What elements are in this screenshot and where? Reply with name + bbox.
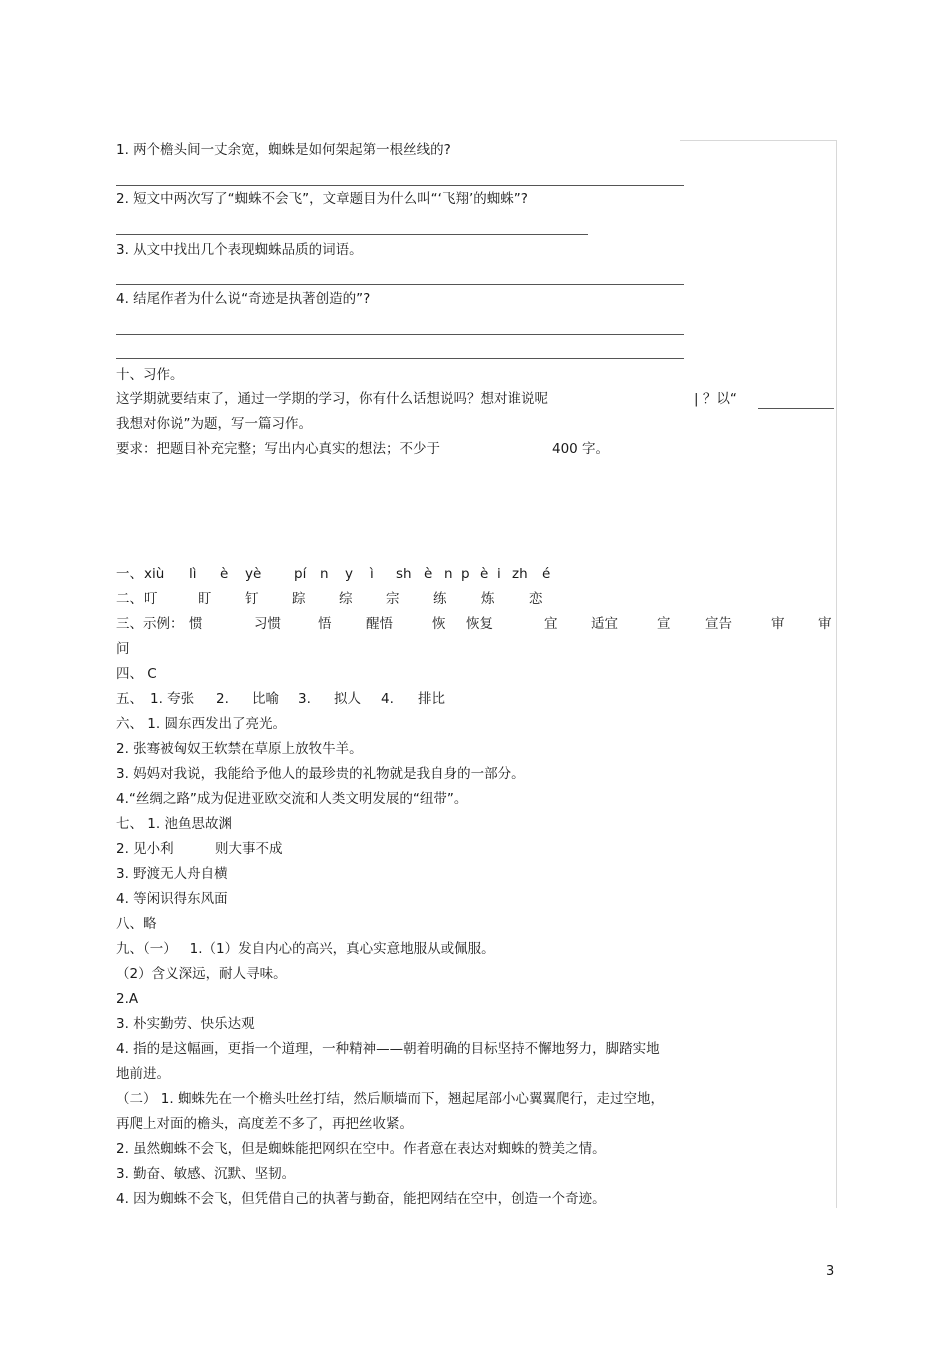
answer-1-label: 一、 [116, 566, 143, 582]
composition-requirement-a: 要求：把题目补充完整；写出内心真实的想法；不少于 [116, 441, 440, 457]
pinyin-15: zh [512, 566, 528, 582]
answer-4: 四、 C [116, 666, 157, 682]
answer-2-word: 宗 [386, 591, 400, 607]
answer-9b-3: 3. 勤奋、敏感、沉默、坚韧。 [116, 1166, 296, 1182]
question-2: 2. 短文中两次写了“蜘蛛不会飞”，文章题目为什么叫“‘飞翔’的蜘蛛”? [116, 191, 528, 207]
pinyin-5: pí [294, 566, 307, 582]
pinyin-13: è [480, 566, 489, 582]
answer-5-item: 排比 [418, 691, 445, 707]
answer-5-item: 3. [298, 691, 311, 707]
question-4: 4. 结尾作者为什么说“奇迹是执著创造的”? [116, 291, 371, 307]
composition-prompt-a: 这学期就要结束了，通过一学期的学习，你有什么话想说吗？想对谁说呢 [116, 391, 548, 407]
pinyin-7: y [345, 566, 353, 582]
pinyin-4: yè [245, 566, 262, 582]
answer-7-3: 3. 野渡无人舟自横 [116, 866, 228, 882]
composition-prompt-b: | ？以“ [694, 391, 737, 407]
answer-8: 八、略 [116, 916, 157, 932]
answer-3-word: 宣告 [705, 616, 732, 632]
pinyin-14: i [497, 566, 501, 582]
answer-2-word: 叮 [144, 591, 158, 607]
answer-3-word: 宜 [544, 616, 558, 632]
answer-9b-2: 2. 虽然蜘蛛不会飞，但是蜘蛛能把网织在空中。作者意在表达对蜘蛛的赞美之情。 [116, 1141, 606, 1157]
answer-3-word: 审 [818, 616, 832, 632]
pinyin-10: è [424, 566, 433, 582]
page-number: 3 [826, 1264, 835, 1279]
answer-3-word: 宣 [657, 616, 671, 632]
frame-right-border [836, 140, 837, 1208]
composition-prompt-line2: 我想对你说”为题，写一篇习作。 [116, 416, 312, 432]
answer-9-4a: 4. 指的是这幅画，更指一个道理，一种精神——朝着明确的目标坚持不懈地努力，脚踏实地 [116, 1041, 660, 1057]
answer-5-item: 2. [216, 691, 229, 707]
answer-9-4b: 地前进。 [116, 1066, 170, 1082]
answer-3-continuation: 问 [116, 641, 130, 657]
answer-6-3: 3. 妈妈对我说，我能给予他人的最珍贵的礼物就是我自身的一部分。 [116, 766, 525, 782]
answer-7-head: 七、 1. 池鱼思故渊 [116, 816, 232, 832]
answer-line[interactable] [116, 185, 684, 186]
answer-6-head: 六、 1. 圆东西发出了亮光。 [116, 716, 286, 732]
answer-3-word: 惯 [189, 616, 203, 632]
answer-line[interactable] [116, 234, 588, 235]
answer-5-item: 拟人 [334, 691, 361, 707]
answer-3-word: 恢复 [466, 616, 493, 632]
answer-2-word: 恋 [529, 591, 543, 607]
pinyin-16: é [542, 566, 551, 582]
question-3: 3. 从文中找出几个表现蜘蛛品质的词语。 [116, 242, 363, 258]
answer-2-word: 踪 [292, 591, 306, 607]
answer-9b-head: （二） 1. 蜘蛛先在一个檐头吐丝打结，然后顺墙而下，翘起尾部小心翼翼爬行，走过空地， [116, 1091, 664, 1107]
answer-2-word: 盯 [198, 591, 212, 607]
composition-heading: 十、习作。 [116, 367, 184, 383]
answer-7-4: 4. 等闲识得东风面 [116, 891, 228, 907]
pinyin-2: lì [189, 566, 197, 582]
answer-2-label: 二、 [116, 591, 143, 607]
answer-3-word: 醒悟 [366, 616, 393, 632]
pinyin-8: ì [370, 566, 374, 582]
answer-3-word: 悟 [318, 616, 332, 632]
pinyin-1: xiù [144, 566, 165, 582]
answer-6-2: 2. 张骞被匈奴王软禁在草原上放牧牛羊。 [116, 741, 363, 757]
answer-3-label: 三、示例： [116, 616, 184, 632]
pinyin-11: n [444, 566, 453, 582]
pinyin-6: n [320, 566, 329, 582]
answer-line[interactable] [116, 334, 684, 335]
answer-2-word: 综 [339, 591, 353, 607]
answer-line[interactable] [116, 358, 684, 359]
composition-requirement-b: 400 字。 [552, 441, 610, 457]
answer-5-item: 比喻 [252, 691, 279, 707]
answer-3-word: 适宜 [591, 616, 618, 632]
answer-9b-1b: 再爬上对面的檐头，高度差不多了，再把丝收紧。 [116, 1116, 413, 1132]
title-blank[interactable] [758, 408, 834, 409]
question-1: 1. 两个檐头间一丈余宽，蜘蛛是如何架起第一根丝线的? [116, 142, 451, 158]
answer-3-word: 审 [771, 616, 785, 632]
answer-9-head: 九、（一） 1.（1）发自内心的高兴，真心实意地服从或佩服。 [116, 941, 495, 957]
pinyin-12: p [461, 566, 470, 582]
answer-9-3: 3. 朴实勤劳、快乐达观 [116, 1016, 255, 1032]
answer-5-label: 五、 [116, 691, 143, 707]
pinyin-3: è [220, 566, 229, 582]
answer-2-word: 练 [433, 591, 447, 607]
answer-9b-4: 4. 因为蜘蛛不会飞，但凭借自己的执著与勤奋，能把网结在空中，创造一个奇迹。 [116, 1191, 606, 1207]
answer-7-2b: 则大事不成 [215, 841, 283, 857]
answer-5-item: 1. 夸张 [150, 691, 195, 707]
answer-2-word: 炼 [481, 591, 495, 607]
answer-line[interactable] [116, 284, 684, 285]
answer-3-word: 习惯 [254, 616, 281, 632]
frame-top-border [680, 140, 836, 141]
answer-9-1b: （2）含义深远，耐人寻味。 [116, 966, 287, 982]
pinyin-9: sh [396, 566, 412, 582]
answer-9-2: 2.A [116, 991, 139, 1007]
answer-5-item: 4. [381, 691, 394, 707]
answer-7-2a: 2. 见小利 [116, 841, 174, 857]
answer-2-word: 钉 [245, 591, 259, 607]
answer-3-word: 恢 [432, 616, 446, 632]
answer-6-4: 4.“丝绸之路”成为促进亚欧交流和人类文明发展的“纽带”。 [116, 791, 468, 807]
